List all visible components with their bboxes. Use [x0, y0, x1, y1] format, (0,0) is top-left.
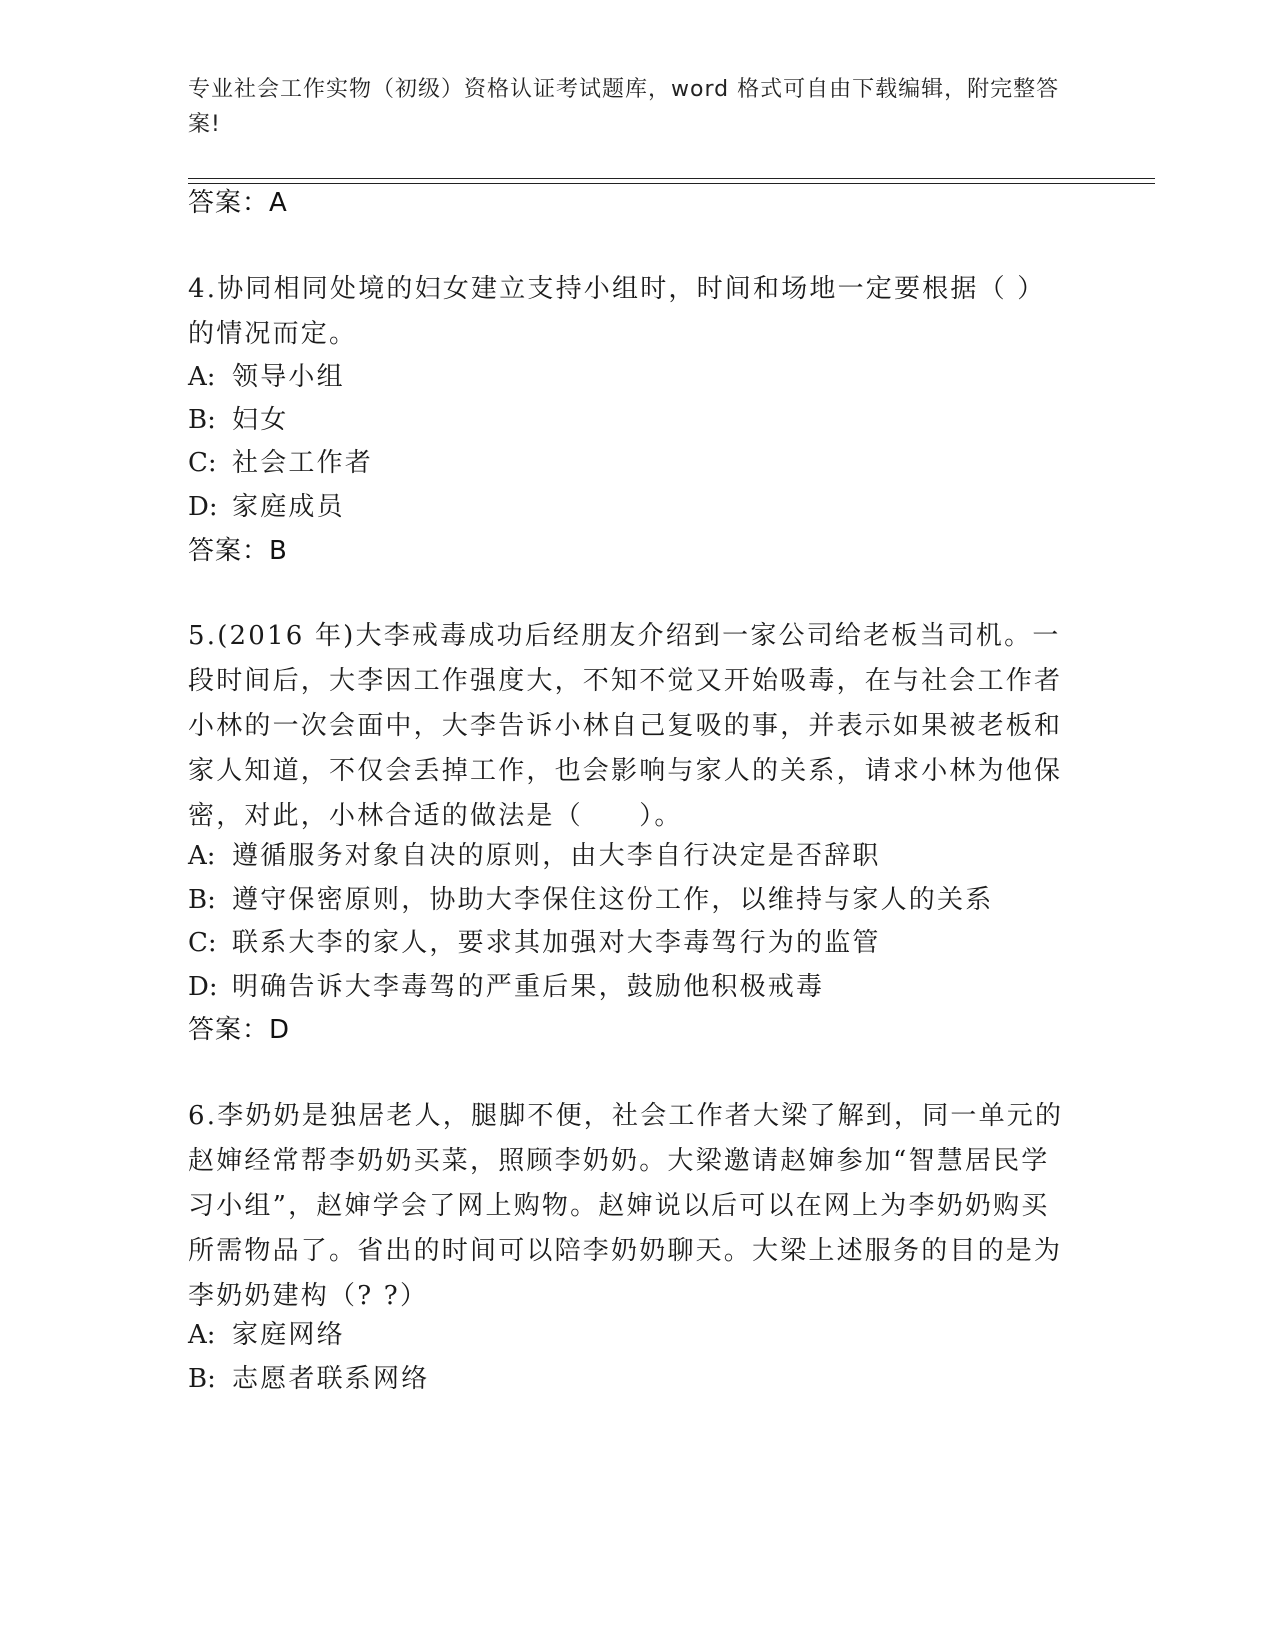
- option-text: 联系大李的家人，要求其加强对大李毒驾行为的监管: [232, 928, 881, 958]
- option-key: C:: [188, 928, 217, 958]
- question-6-option-b[interactable]: [188, 1362, 429, 1396]
- question-4-option-b[interactable]: [188, 403, 288, 437]
- option-text: 明确告诉大李毒驾的严重后果，鼓励他积极戒毒: [232, 972, 825, 1002]
- option-text: 家庭成员: [232, 492, 345, 522]
- option-key: D:: [188, 972, 218, 1002]
- option-text: 妇女: [232, 405, 289, 435]
- question-5-option-b[interactable]: [188, 883, 993, 917]
- option-key: B:: [188, 885, 216, 915]
- document-header: 专业社会工作实物（初级）资格认证考试题库，word 格式可自由下载编辑，附完整答案!: [188, 77, 1060, 137]
- option-text: 社会工作者: [232, 448, 374, 478]
- question-4-option-d[interactable]: [188, 490, 345, 524]
- option-key: C:: [188, 448, 217, 478]
- question-4-stem: 4.协同相同处境的妇女建立支持小组时，时间和场地一定要根据（ ）的情况而定。: [188, 274, 1046, 349]
- option-key: A:: [188, 362, 216, 392]
- question-6-option-a[interactable]: [188, 1318, 345, 1352]
- answer-q3: 答案：A: [188, 188, 288, 218]
- option-key: A:: [188, 1320, 216, 1350]
- option-key: B:: [188, 1364, 216, 1394]
- question-5-option-d[interactable]: [188, 970, 824, 1004]
- header-rule-bottom: [188, 183, 1155, 184]
- question-5-option-c[interactable]: [188, 926, 881, 960]
- question-6-stem: 6.李奶奶是独居老人，腿脚不便，社会工作者大梁了解到，同一单元的赵婶经常帮李奶奶买菜，照顾李奶奶。大梁邀请赵婶参加“智慧居民学习小组”，赵婶学会了网上购物。赵婶说以后可以在网上为李奶奶购买所需物品了。省出的时间可以陪李奶奶聊天。大梁上述服务的目的是为李奶奶建构（? ?）: [188, 1101, 1064, 1311]
- option-text: 家庭网络: [232, 1320, 345, 1350]
- option-text: 遵守保密原则，协助大李保住这份工作，以维持与家人的关系: [232, 885, 994, 915]
- question-4-option-a[interactable]: [188, 360, 345, 394]
- option-text: 遵循服务对象自决的原则，由大李自行决定是否辞职: [232, 841, 881, 871]
- option-text: 志愿者联系网络: [232, 1364, 430, 1394]
- question-5-option-a[interactable]: [188, 839, 881, 873]
- header-rule-top: [188, 178, 1155, 179]
- option-key: A:: [188, 841, 216, 871]
- option-text: 领导小组: [232, 362, 345, 392]
- answer-q4: 答案：B: [188, 536, 288, 566]
- question-5-stem: 5.(2016 年)大李戒毒成功后经朋友介绍到一家公司给老板当司机。一段时间后，大李因工作强度大，不知不觉又开始吸毒，在与社会工作者小林的一次会面中，大李告诉小林自己复吸的事，并表示如果被老板和家人知道，不仅会丢掉工作，也会影响与家人的关系，请求小林为他保密，对此，小林合适的做法是（ ）。: [188, 621, 1063, 831]
- option-key: D:: [188, 492, 218, 522]
- question-4-option-c[interactable]: [188, 446, 373, 480]
- answer-q5: 答案：D: [188, 1015, 291, 1045]
- option-key: B:: [188, 405, 216, 435]
